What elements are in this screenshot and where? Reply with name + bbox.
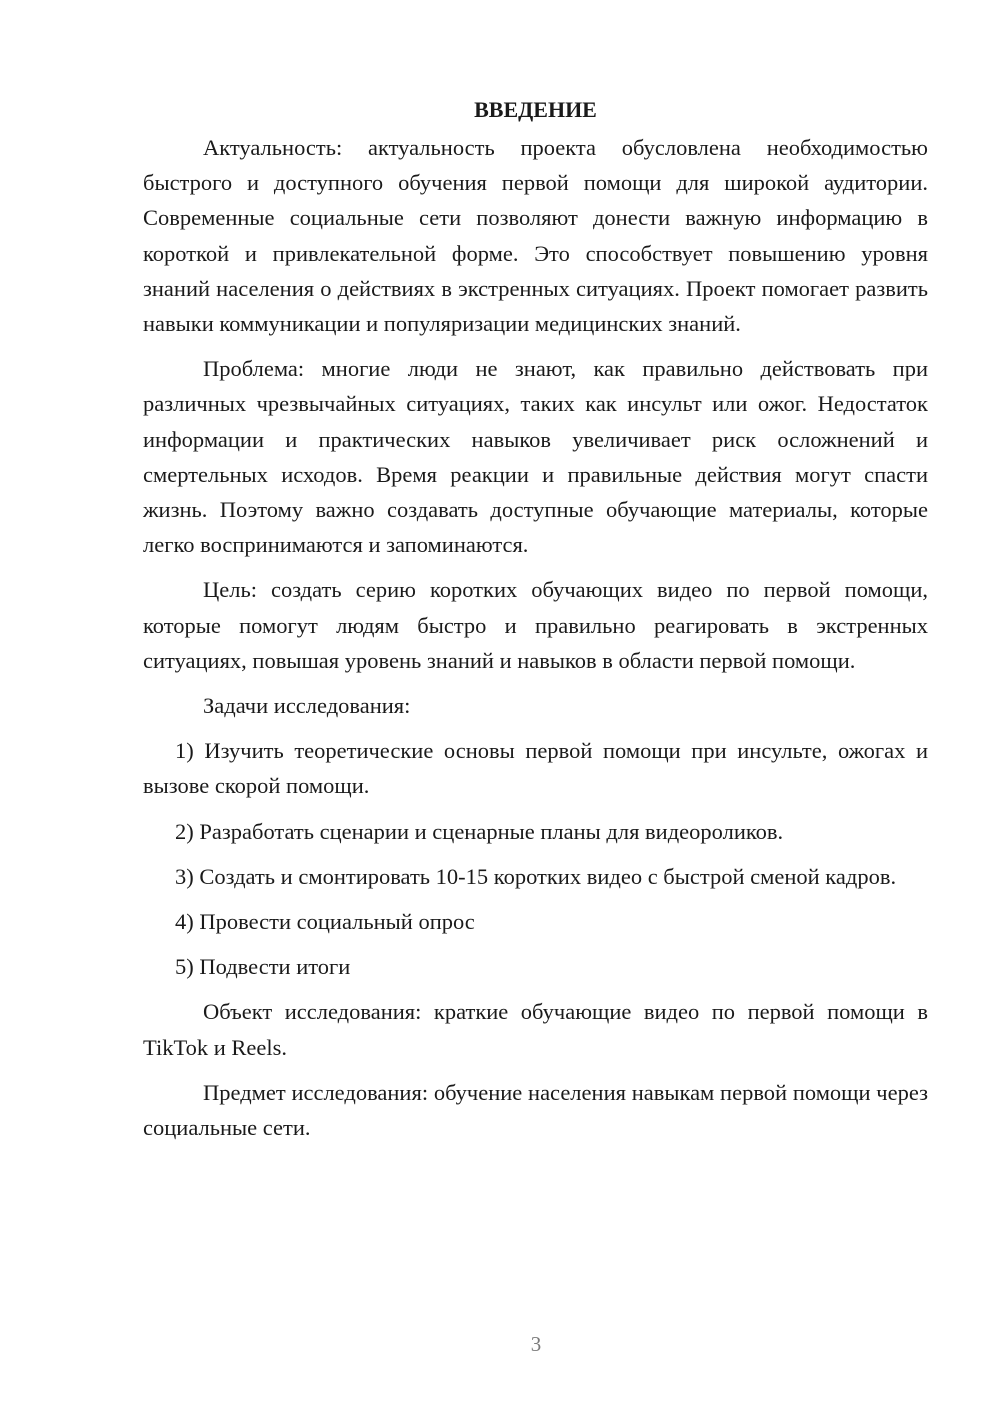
tasks-list (143, 733, 928, 984)
page-number: 3 (530, 1332, 542, 1356)
tasks-heading: Задачи исследования: (203, 693, 411, 719)
task-item-3: 3) Создать и смонтировать 10-15 коротких видео с быстрой сменой кадров. (175, 863, 897, 889)
goal-paragraph: Цель: создать серию коротких обучающих видео по первой помощи, которые помогут людям быстро и правильно реагировать в экстренных ситуациях, повышая уровень знаний и навыков в области первой помощи. (143, 577, 928, 673)
task-item-5: 5) Подвести итоги (175, 954, 351, 980)
subject-paragraph: Предмет исследования: обучение населения навыкам первой помощи через социальные сети. (143, 1079, 928, 1141)
relevance-paragraph: Актуальность: актуальность проекта обусловлена необходимостью быстрого и доступного обучения первой помощи для широкой аудитории. Современные социальные сети позволяют донести важную информацию в короткой и привлекательной форме. Это способствует повышению уровня знаний населения о действиях в экстренных ситуациях. Проект помогает развить навыки коммуникации и популяризации медицинских знаний. (143, 135, 928, 337)
problem-paragraph: Проблема: многие люди не знают, как правильно действовать при различных чрезвычайных ситуациях, таких как инсульт или ожог. Недостаток информации и практических навыков увеличивает риск осложнений и смертельных исходов. Время реакции и правильные действия могут спасти жизнь. Поэтому важно создавать доступные обучающие материалы, которые легко воспринимаются и запоминаются. (143, 356, 928, 558)
task-item-4: 4) Провести социальный опрос (175, 909, 475, 935)
page-title: ВВЕДЕНИЕ (474, 97, 597, 122)
object-paragraph: Объект исследования: краткие обучающие видео по первой помощи в TikTok и Reels. (143, 999, 928, 1060)
task-item-2: 2) Разработать сценарии и сценарные планы для видеороликов. (175, 818, 784, 844)
task-item-1: 1) Изучить теоретические основы первой помощи при инсульте, ожогах и вызове скорой помощи. (143, 738, 928, 799)
page-content (143, 92, 928, 1155)
